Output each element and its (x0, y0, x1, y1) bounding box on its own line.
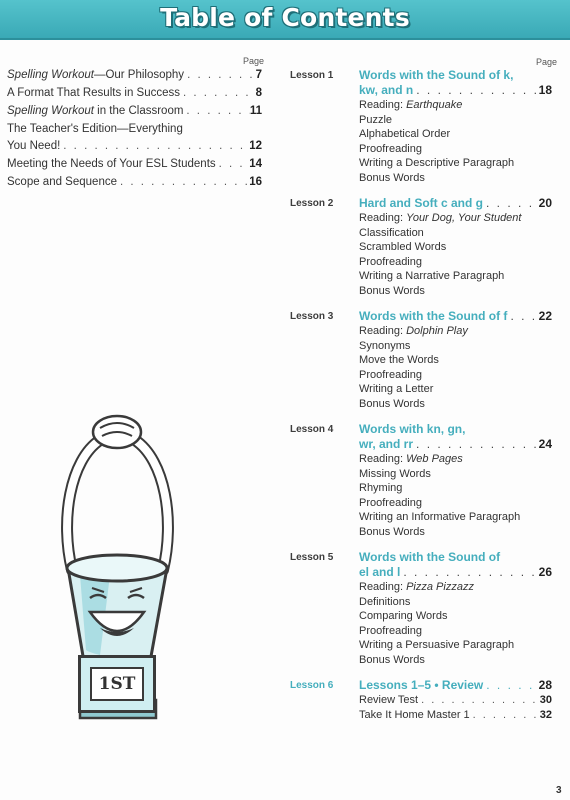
activity-item: Proofreading (359, 496, 422, 509)
page-ref: 30 (539, 694, 552, 706)
right-page-header: Page (536, 57, 558, 67)
reading-line: Reading: Pizza Pizzazz (359, 581, 474, 593)
lesson-title: Words with kn, gn, (359, 422, 466, 436)
review-test-entry[interactable]: Review Test . . . 30 (359, 693, 552, 708)
lesson-label: Lesson 6 (290, 680, 334, 691)
lesson-label: Lesson 1 (290, 70, 334, 81)
page-title: Table of Contents (160, 3, 410, 32)
title-banner (0, 0, 570, 40)
activity-item: Synonyms (359, 339, 411, 352)
lesson-title-last-line: wr, and rr . . . 24 (359, 437, 552, 452)
activity-item: Writing a Narrative Paragraph (359, 270, 505, 282)
activity-item: Move the Words (359, 354, 439, 366)
page-ref: 32 (539, 708, 552, 721)
activity-item: Writing an Informative Paragraph (359, 511, 521, 523)
page-ref: 26 (538, 565, 552, 579)
reading-line: Reading: Web Pages (359, 453, 463, 465)
activity-item: Writing a Descriptive Paragraph (359, 157, 515, 169)
lesson-title-last-line: Words with the Sound of f . . . 22 (359, 309, 552, 324)
toc-entry-format[interactable]: A Format That Results in Success . . . 8 (7, 85, 262, 102)
activity-item: Bonus Words (359, 653, 425, 666)
lesson-label: Lesson 4 (290, 424, 334, 435)
activity-item: Bonus Words (359, 397, 425, 410)
lesson-title-last-line: kw, and n . . . 18 (359, 83, 552, 98)
page-ref: 22 (538, 309, 552, 323)
toc-entry-scope[interactable]: Scope and Sequence . . . 16 (7, 174, 262, 191)
page-ref: 8 (255, 87, 262, 99)
toc-entry-philosophy[interactable]: Spelling Workout—Our Philosophy . . . 7 (7, 67, 262, 84)
page-ref: 11 (249, 105, 262, 117)
activity-item: Bonus Words (359, 284, 425, 297)
lesson-title: Words with the Sound of (359, 550, 501, 564)
activity-item: Writing a Letter (359, 383, 434, 395)
lesson-title-last-line: Hard and Soft c and g . . . 20 (359, 196, 552, 211)
activity-item: Proofreading (359, 255, 422, 268)
lesson-label: Lesson 3 (290, 311, 334, 322)
activity-item: Puzzle (359, 113, 393, 126)
page-ref: 16 (249, 176, 262, 188)
page-ref: 12 (249, 140, 262, 152)
page-ref: 18 (538, 83, 552, 97)
left-page-header: Page (243, 56, 265, 66)
toc-entry-esl[interactable]: Meeting the Needs of Your ESL Students . . . 14 (7, 156, 262, 173)
activity-item: Rhyming (359, 482, 403, 494)
front-matter-list (7, 67, 262, 191)
toc-entry-classroom[interactable]: Spelling Workout in the Classroom . . . 11 (7, 103, 262, 120)
activity-item: Proofreading (359, 624, 422, 637)
activity-item: Proofreading (359, 368, 422, 381)
trophy-plaque (78, 655, 156, 713)
review-title: Lessons 1–5 • Review . . . 28 (359, 678, 552, 693)
reading-line: Reading: Dolphin Play (359, 325, 468, 337)
activity-item: Alphabetical Order (359, 128, 451, 140)
reading-line: Reading: Your Dog, Your Student (359, 212, 522, 224)
page-ref: 7 (255, 69, 262, 81)
page-ref: 28 (538, 678, 552, 692)
page-ref: 14 (249, 158, 262, 170)
plaque-label: 1ST (90, 667, 144, 701)
activity-item: Proofreading (359, 142, 422, 155)
lesson-title: Words with the Sound of k, (359, 68, 514, 82)
activity-item: Scrambled Words (359, 241, 447, 253)
activity-item: Classification (359, 226, 424, 239)
lesson-label: Lesson 5 (290, 552, 334, 563)
activity-item: Writing a Persuasive Paragraph (359, 639, 515, 651)
activity-item: Missing Words (359, 467, 431, 480)
activity-item: Comparing Words (359, 610, 448, 622)
lesson-title-last-line: el and l . . . 26 (359, 565, 552, 580)
toc-entry-teachers-edition[interactable]: The Teacher's Edition—Everything You Need! . . . 12 (7, 121, 262, 155)
lesson-label: Lesson 2 (290, 198, 334, 209)
page-number: 3 (556, 785, 562, 796)
page-ref: 20 (538, 196, 552, 210)
reading-line: Reading: Earthquake (359, 99, 463, 111)
page-ref: 24 (538, 437, 552, 451)
activity-item: Bonus Words (359, 171, 425, 184)
take-home-master-entry[interactable]: Take It Home Master 1 . . . 32 (359, 708, 552, 723)
activity-item: Bonus Words (359, 525, 425, 538)
activity-item: Definitions (359, 595, 411, 608)
